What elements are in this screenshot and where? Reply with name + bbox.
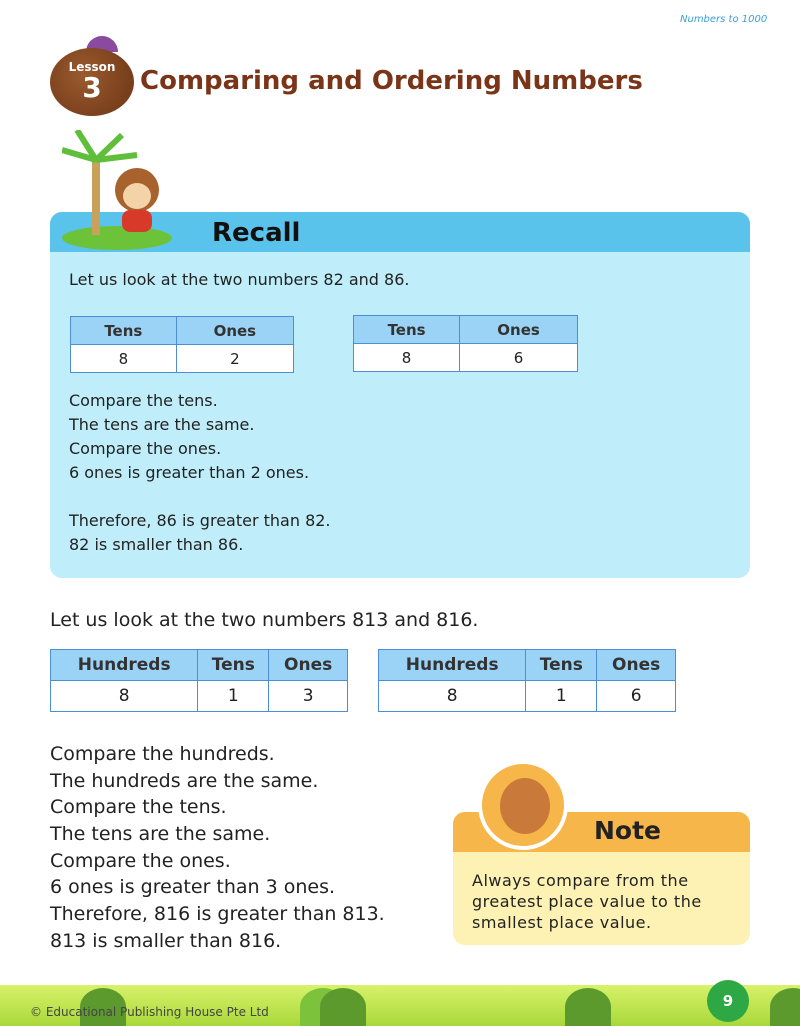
recall-intro: Let us look at the two numbers 82 and 86. <box>69 270 410 289</box>
cell-tens: 1 <box>526 681 597 712</box>
topic-header: Numbers to 1000 <box>680 14 768 25</box>
tree-icon <box>770 988 800 1026</box>
main-line: 813 is smaller than 816. <box>50 930 282 952</box>
main-line: Therefore, 816 is greater than 813. <box>50 903 385 925</box>
main-line: 6 ones is greater than 3 ones. <box>50 876 336 898</box>
cell-ones: 6 <box>460 344 578 372</box>
recall-line: Compare the tens. <box>69 391 218 410</box>
recall-table-82 <box>70 316 294 373</box>
main-line: Compare the tens. <box>50 796 227 818</box>
main-line: The hundreds are the same. <box>50 770 319 792</box>
recall-line: Therefore, 86 is greater than 82. <box>69 511 331 530</box>
note-text: Always compare from the greatest place value to the smallest place value. <box>472 871 702 932</box>
header-hundreds: Hundreds <box>51 650 198 681</box>
header-ones: Ones <box>460 316 578 344</box>
cell-tens: 8 <box>354 344 460 372</box>
cell-ones: 6 <box>597 681 676 712</box>
recall-title: Recall <box>212 218 301 248</box>
cell-ones: 2 <box>176 345 293 373</box>
main-line: The tens are the same. <box>50 823 271 845</box>
monkey-palm-illustration <box>62 130 182 250</box>
lesson-label: Lesson <box>68 60 116 74</box>
lesson-badge <box>50 48 134 116</box>
header-ones: Ones <box>597 650 676 681</box>
header-ones: Ones <box>269 650 348 681</box>
recall-line: 6 ones is greater than 2 ones. <box>69 463 310 482</box>
cell-ones: 3 <box>269 681 348 712</box>
tree-icon <box>320 988 366 1026</box>
header-tens: Tens <box>526 650 597 681</box>
table-813 <box>50 649 348 712</box>
recall-line: Compare the ones. <box>69 439 222 458</box>
main-line: Compare the ones. <box>50 850 231 872</box>
cell-tens: 8 <box>71 345 177 373</box>
cell-hundreds: 8 <box>51 681 198 712</box>
recall-line: 82 is smaller than 86. <box>69 535 244 554</box>
page-number: 9 <box>707 980 749 1022</box>
table-816 <box>378 649 676 712</box>
monkey-reading-icon <box>478 760 568 850</box>
header-tens: Tens <box>71 317 177 345</box>
header-tens: Tens <box>354 316 460 344</box>
header-hundreds: Hundreds <box>379 650 526 681</box>
main-line: Compare the hundreds. <box>50 743 275 765</box>
recall-table-86 <box>353 315 578 372</box>
cell-hundreds: 8 <box>379 681 526 712</box>
cell-tens: 1 <box>198 681 269 712</box>
recall-line: The tens are the same. <box>69 415 255 434</box>
header-tens: Tens <box>198 650 269 681</box>
note-title: Note <box>594 816 662 845</box>
main-intro: Let us look at the two numbers 813 and 816. <box>50 609 479 631</box>
lesson-number: 3 <box>82 71 102 104</box>
page-title: Comparing and Ordering Numbers <box>140 66 643 96</box>
header-ones: Ones <box>176 317 293 345</box>
copyright: © Educational Publishing House Pte Ltd <box>30 1005 269 1019</box>
tree-icon <box>565 988 611 1026</box>
